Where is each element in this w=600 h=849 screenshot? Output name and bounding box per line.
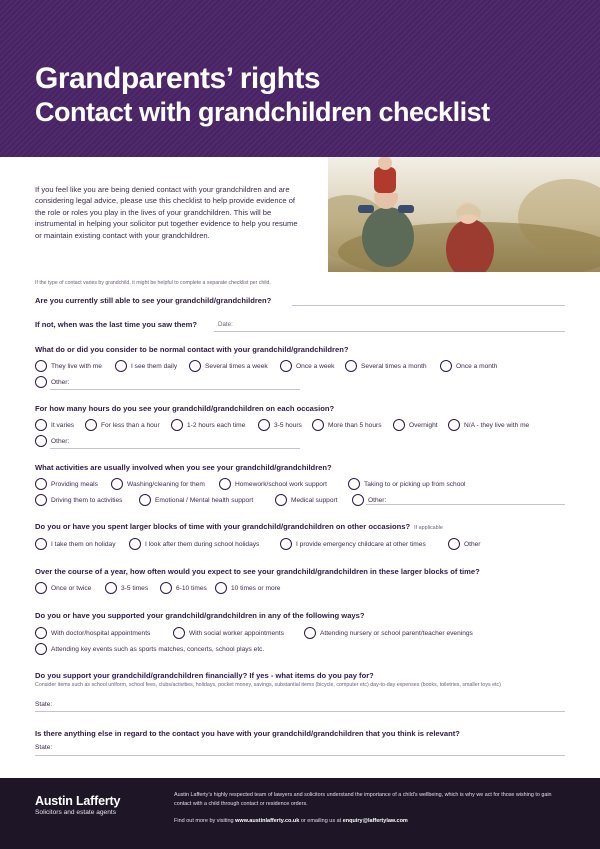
question-normal-contact: What do or did you consider to be normal contact with your grandchild/grandchildren? (35, 345, 349, 354)
option-3-5-times[interactable]: 3-5 times (105, 582, 148, 594)
question-anything-else: Is there anything else in regard to the contact you have with your grandchild/grandchildren that you think is relevant? (35, 729, 460, 738)
page-title: Grandparents’ rights (35, 62, 321, 95)
date-field[interactable] (214, 331, 565, 332)
financial-hint: Consider items such as school uniform, school fees, clubs/activities, holidays, pocket money, savings, substantial items (bicycle, computer etc) day-to-day expenses (books, toiletries, smaller toys etc) (35, 682, 501, 688)
option-other[interactable]: Other: (35, 435, 69, 447)
question-hours: For how many hours do you see your grandchild/grandchildren on each occasion? (35, 404, 335, 413)
option-emotional-support[interactable]: Emotional / Mental health support (139, 494, 253, 506)
option-homework-support[interactable]: Homework/school work support (219, 478, 327, 490)
radio-circle[interactable] (352, 494, 364, 506)
radio-circle[interactable] (160, 582, 172, 594)
radio-circle[interactable] (171, 419, 183, 431)
radio-circle[interactable] (304, 627, 316, 639)
radio-circle[interactable] (85, 419, 97, 431)
radio-circle[interactable] (139, 494, 151, 506)
option-other[interactable]: Other (448, 538, 481, 550)
option-1-2-hours[interactable]: 1-2 hours each time (171, 419, 245, 431)
radio-circle[interactable] (129, 538, 141, 550)
radio-circle[interactable] (348, 478, 360, 490)
option-several-week[interactable]: Several times a week (189, 360, 268, 372)
option-once-week[interactable]: Once a week (280, 360, 334, 372)
radio-circle[interactable] (35, 419, 47, 431)
radio-circle[interactable] (35, 538, 47, 550)
radio-circle[interactable] (111, 478, 123, 490)
option-live-with-me[interactable]: They live with me (35, 360, 102, 372)
option-other[interactable]: Other: (35, 376, 69, 388)
radio-circle[interactable] (219, 478, 231, 490)
radio-circle[interactable] (35, 376, 47, 388)
option-less-than-hour[interactable]: For less than a hour (85, 419, 160, 431)
option-school-holidays[interactable]: I look after them during school holidays (129, 538, 259, 550)
option-several-month[interactable]: Several times a month (345, 360, 427, 372)
question-still-see: Are you currently still able to see your grandchild/grandchildren? (35, 296, 272, 305)
other-field[interactable] (50, 448, 300, 449)
option-other[interactable]: Other: (352, 494, 386, 506)
other-field[interactable] (366, 504, 565, 505)
state-field[interactable] (35, 755, 565, 756)
option-10-or-more[interactable]: 10 times or more (215, 582, 280, 594)
radio-circle[interactable] (345, 360, 357, 372)
option-6-10-times[interactable]: 6-10 times (160, 582, 207, 594)
website-link[interactable]: www.austinlafferty.co.uk (235, 818, 300, 824)
date-label: Date: (218, 321, 233, 328)
brand-tagline: Solicitors and estate agents (35, 809, 117, 816)
option-key-events[interactable]: Attending key events such as sports matches, concerts, school plays etc. (35, 643, 264, 655)
radio-circle[interactable] (35, 627, 47, 639)
footer-contact: Find out more by visiting www.austinlafferty.co.uk or emailing us at enquiry@laffertylaw.com (174, 818, 408, 824)
radio-circle[interactable] (448, 419, 460, 431)
option-daily[interactable]: I see them daily (115, 360, 177, 372)
radio-circle[interactable] (448, 538, 460, 550)
radio-circle[interactable] (189, 360, 201, 372)
question-financial-support: Do you support your grandchild/grandchildren financially? If yes - what items do you pay for? (35, 671, 374, 680)
option-emergency-childcare[interactable]: I provide emergency childcare at other times (280, 538, 426, 550)
option-it-varies[interactable]: It varies (35, 419, 74, 431)
email-link[interactable]: enquiry@laffertylaw.com (342, 818, 408, 824)
separate-checklist-note: If the type of contact varies by grandchild, it might be helpful to complete a separate checklist per child. (35, 280, 271, 286)
radio-circle[interactable] (215, 582, 227, 594)
option-3-5-hours[interactable]: 3-5 hours (258, 419, 302, 431)
option-washing-cleaning[interactable]: Washing/cleaning for them (111, 478, 205, 490)
option-once-month[interactable]: Once a month (440, 360, 497, 372)
radio-circle[interactable] (280, 538, 292, 550)
option-overnight[interactable]: Overnight (393, 419, 438, 431)
question-larger-blocks: Do you or have you spent larger blocks of time with your grandchild/grandchildren on other occasions? If applicable (35, 522, 443, 531)
radio-circle[interactable] (35, 435, 47, 447)
page-subtitle: Contact with grandchildren checklist (35, 97, 490, 127)
radio-circle[interactable] (115, 360, 127, 372)
radio-circle[interactable] (275, 494, 287, 506)
option-medical-support[interactable]: Medical support (275, 494, 338, 506)
state-field[interactable] (35, 711, 565, 712)
question-activities: What activities are usually involved when you see your grandchild/grandchildren? (35, 463, 332, 472)
radio-circle[interactable] (258, 419, 270, 431)
option-providing-meals[interactable]: Providing meals (35, 478, 98, 490)
radio-circle[interactable] (35, 582, 47, 594)
option-more-than-5[interactable]: More than 5 hours (312, 419, 382, 431)
other-field[interactable] (50, 389, 300, 390)
option-na-live-with-me[interactable]: N/A - they live with me (448, 419, 529, 431)
option-driving-activities[interactable]: Driving them to activities (35, 494, 122, 506)
brand-logo: Austin Lafferty (35, 794, 121, 808)
option-holiday[interactable]: I take them on holiday (35, 538, 116, 550)
radio-circle[interactable] (173, 627, 185, 639)
radio-circle[interactable] (312, 419, 324, 431)
option-social-worker[interactable]: With social worker appointments (173, 627, 284, 639)
footer-description: Austin Lafferty’s highly respected team of lawyers and solicitors understand the importance of a child’s wellbeing, which is why we act for those wishing to gain contact with a child through contact or residence orders. (174, 792, 552, 807)
radio-circle[interactable] (393, 419, 405, 431)
state-label: State: (35, 744, 53, 751)
radio-circle[interactable] (35, 478, 47, 490)
question-yearly-frequency: Over the course of a year, how often would you expect to see your grandchild/grandchildren in these larger blocks of time? (35, 567, 480, 576)
option-once-twice[interactable]: Once or twice (35, 582, 91, 594)
option-school-run[interactable]: Taking to or picking up from school (348, 478, 466, 490)
radio-circle[interactable] (35, 643, 47, 655)
radio-circle[interactable] (35, 494, 47, 506)
question-support-ways: Do you or have you supported your grandchild/grandchildren in any of the following ways? (35, 611, 365, 620)
question-last-time: If not, when was the last time you saw them? (35, 320, 198, 329)
state-label: State: (35, 701, 53, 708)
radio-circle[interactable] (35, 360, 47, 372)
answer-line[interactable] (292, 305, 565, 306)
grandparents-photo (328, 157, 600, 272)
radio-circle[interactable] (440, 360, 452, 372)
radio-circle[interactable] (105, 582, 117, 594)
option-doctor-appointments[interactable]: With doctor/hospital appointments (35, 627, 150, 639)
radio-circle[interactable] (280, 360, 292, 372)
option-parent-evenings[interactable]: Attending nursery or school parent/teacher evenings (304, 627, 473, 639)
intro-paragraph: If you feel like you are being denied contact with your grandchildren and are considering legal advice, please use this checklist to help provide evidence of the role or roles you play in the lives of your grandchildren. This will be instrumental in helping your solicitor put together evidence to help you resume or maintain existing contact with your grandchildren. (35, 185, 298, 240)
